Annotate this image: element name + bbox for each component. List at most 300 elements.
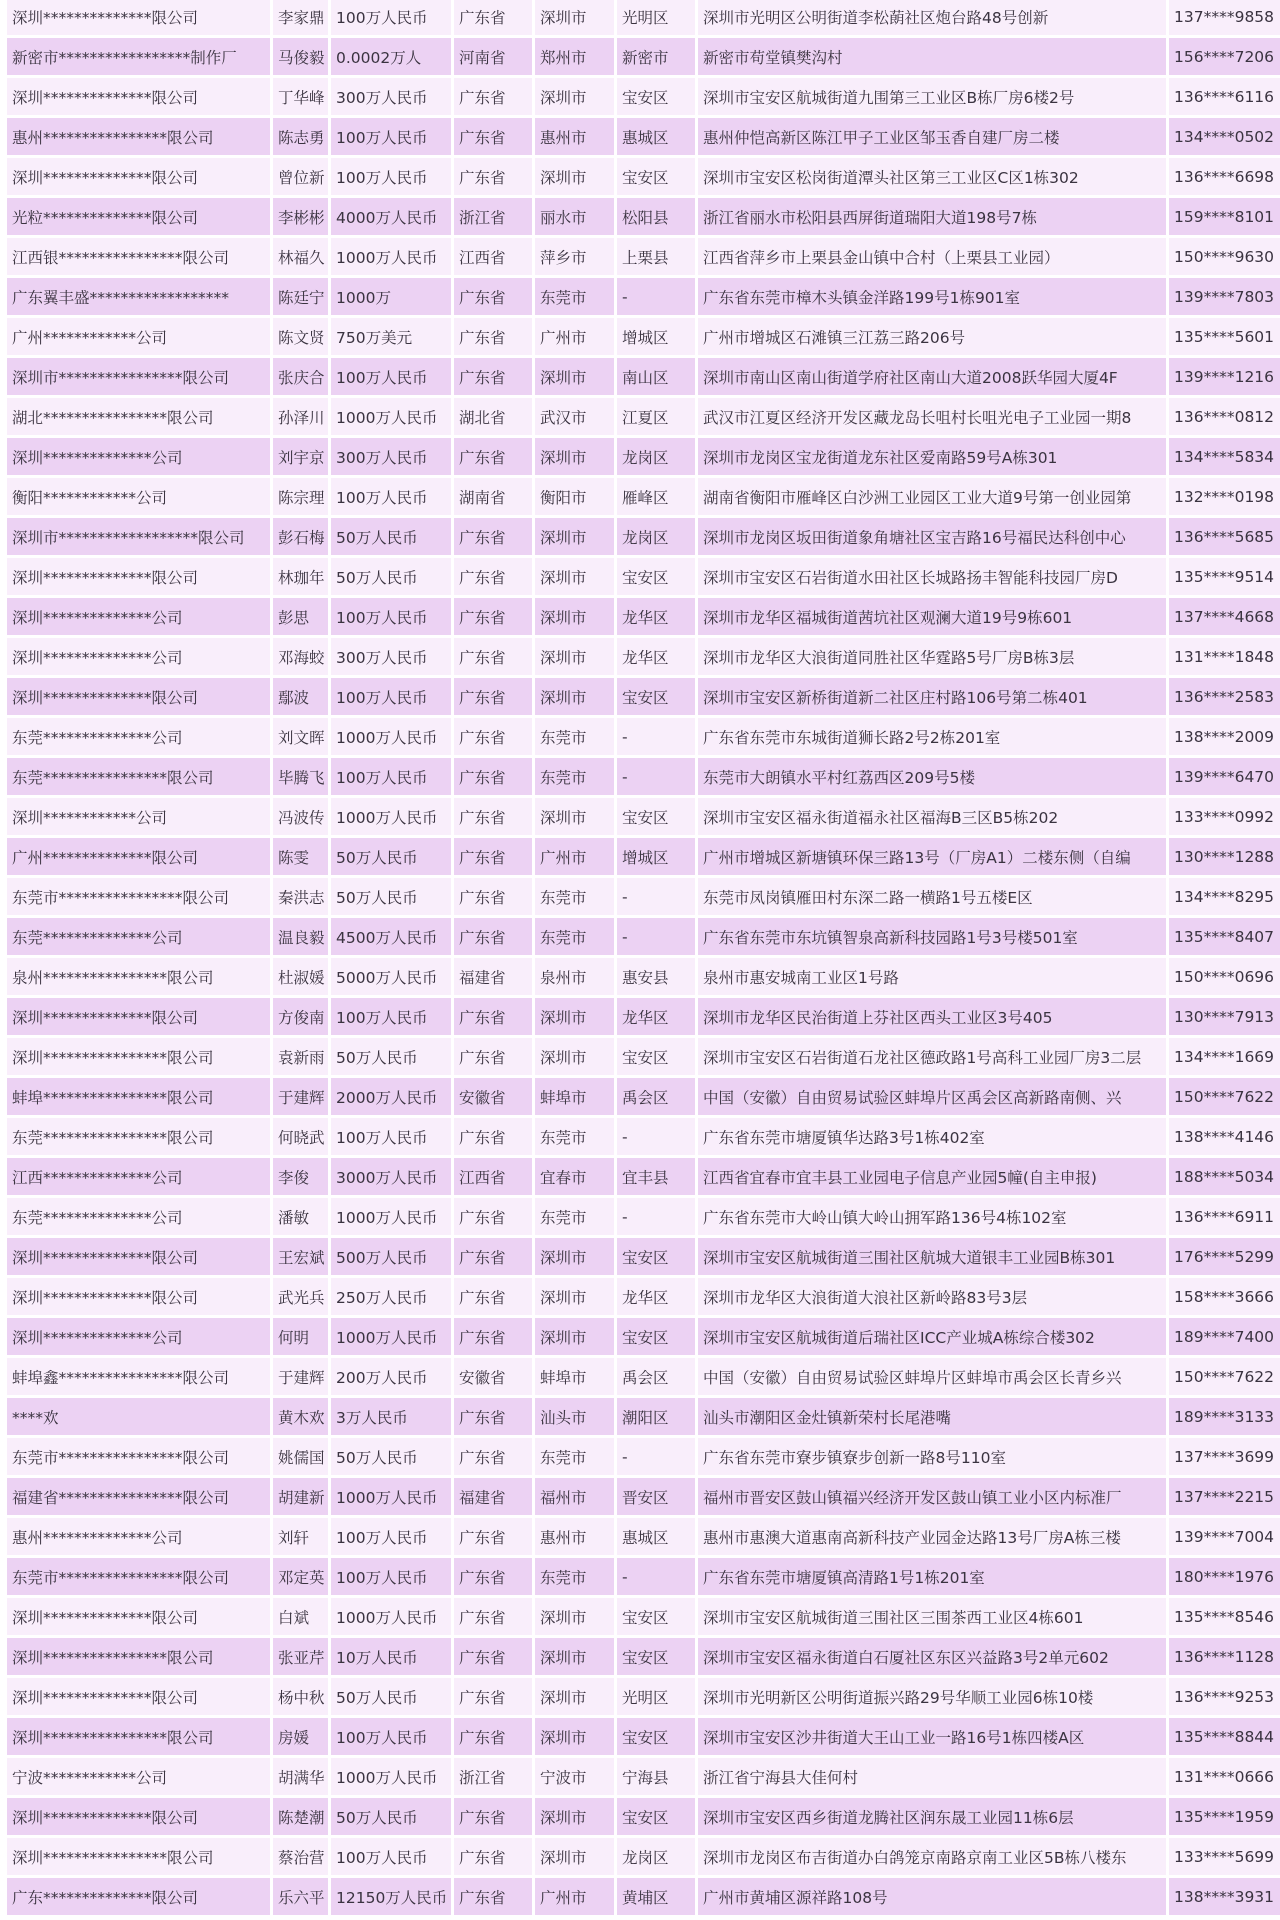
- registered-capital-cell: 1000万人民币: [331, 798, 451, 835]
- legal-representative-cell: 于建辉: [273, 1078, 328, 1115]
- district-cell: 晋安区: [617, 1478, 695, 1515]
- table-row: [7, 358, 1280, 395]
- legal-representative-cell: 张庆合: [273, 358, 328, 395]
- phone-cell: 132****0198: [1169, 478, 1280, 515]
- city-cell: 宁波市: [535, 1758, 614, 1795]
- address-cell: 惠州市惠澳大道惠南高新科技产业园金达路13号厂房A栋三楼: [698, 1518, 1166, 1555]
- city-cell: 汕头市: [535, 1398, 614, 1435]
- company-name-cell: 东莞**************公司: [7, 1198, 270, 1235]
- city-cell: 深圳市: [535, 1678, 614, 1715]
- company-table: [4, 0, 1280, 1918]
- table-row: [7, 38, 1280, 75]
- city-cell: 深圳市: [535, 678, 614, 715]
- city-cell: 东莞市: [535, 1558, 614, 1595]
- registered-capital-cell: 3万人民币: [331, 1398, 451, 1435]
- city-cell: 东莞市: [535, 718, 614, 755]
- legal-representative-cell: 黄木欢: [273, 1398, 328, 1435]
- address-cell: 深圳市宝安区沙井街道大王山工业一路16号1栋四楼A区: [698, 1718, 1166, 1755]
- province-cell: 广东省: [454, 1398, 532, 1435]
- address-cell: 深圳市光明新区公明街道振兴路29号华顺工业园6栋10楼: [698, 1678, 1166, 1715]
- district-cell: -: [617, 1438, 695, 1475]
- province-cell: 广东省: [454, 78, 532, 115]
- legal-representative-cell: 陈楚潮: [273, 1798, 328, 1835]
- district-cell: -: [617, 878, 695, 915]
- phone-cell: 131****0666: [1169, 1758, 1280, 1795]
- table-row: [7, 1798, 1280, 1835]
- table-row: [7, 1278, 1280, 1315]
- company-name-cell: 深圳**************限公司: [7, 1598, 270, 1635]
- address-cell: 福州市晋安区鼓山镇福兴经济开发区鼓山镇工业小区内标准厂: [698, 1478, 1166, 1515]
- city-cell: 惠州市: [535, 118, 614, 155]
- table-row: [7, 1158, 1280, 1195]
- province-cell: 广东省: [454, 438, 532, 475]
- phone-cell: 180****1976: [1169, 1558, 1280, 1595]
- registered-capital-cell: 100万人民币: [331, 1118, 451, 1155]
- legal-representative-cell: 彭石梅: [273, 518, 328, 555]
- legal-representative-cell: 蔡治营: [273, 1838, 328, 1875]
- city-cell: 深圳市: [535, 1718, 614, 1755]
- district-cell: 宝安区: [617, 1718, 695, 1755]
- city-cell: 深圳市: [535, 438, 614, 475]
- city-cell: 深圳市: [535, 1318, 614, 1355]
- legal-representative-cell: 于建辉: [273, 1358, 328, 1395]
- table-row: [7, 438, 1280, 475]
- city-cell: 深圳市: [535, 158, 614, 195]
- address-cell: 武汉市江夏区经济开发区藏龙岛长咀村长咀光电子工业园一期8: [698, 398, 1166, 435]
- table-row: [7, 478, 1280, 515]
- legal-representative-cell: 陈志勇: [273, 118, 328, 155]
- table-row: [7, 918, 1280, 955]
- company-name-cell: 深圳**************公司: [7, 1318, 270, 1355]
- company-name-cell: 蚌埠鑫****************限公司: [7, 1358, 270, 1395]
- legal-representative-cell: 方俊南: [273, 998, 328, 1035]
- district-cell: 潮阳区: [617, 1398, 695, 1435]
- phone-cell: 135****8407: [1169, 918, 1280, 955]
- district-cell: 新密市: [617, 38, 695, 75]
- phone-cell: 150****7622: [1169, 1078, 1280, 1115]
- phone-cell: 134****0502: [1169, 118, 1280, 155]
- company-name-cell: 惠州****************限公司: [7, 118, 270, 155]
- province-cell: 广东省: [454, 1118, 532, 1155]
- district-cell: 龙华区: [617, 638, 695, 675]
- phone-cell: 135****9514: [1169, 558, 1280, 595]
- city-cell: 深圳市: [535, 1038, 614, 1075]
- table-row: [7, 158, 1280, 195]
- province-cell: 广东省: [454, 0, 532, 35]
- legal-representative-cell: 陈廷宁: [273, 278, 328, 315]
- company-name-cell: 光粒**************限公司: [7, 198, 270, 235]
- phone-cell: 188****5034: [1169, 1158, 1280, 1195]
- province-cell: 广东省: [454, 1558, 532, 1595]
- phone-cell: 136****0812: [1169, 398, 1280, 435]
- registered-capital-cell: 50万人民币: [331, 1678, 451, 1715]
- district-cell: 增城区: [617, 318, 695, 355]
- phone-cell: 136****9253: [1169, 1678, 1280, 1715]
- table-row: [7, 198, 1280, 235]
- phone-cell: 150****0696: [1169, 958, 1280, 995]
- registered-capital-cell: 1000万人民币: [331, 1198, 451, 1235]
- city-cell: 深圳市: [535, 638, 614, 675]
- address-cell: 江西省萍乡市上栗县金山镇中合村（上栗县工业园）: [698, 238, 1166, 275]
- company-name-cell: 东莞****************限公司: [7, 1118, 270, 1155]
- legal-representative-cell: 房媛: [273, 1718, 328, 1755]
- province-cell: 福建省: [454, 1478, 532, 1515]
- phone-cell: 139****6470: [1169, 758, 1280, 795]
- address-cell: 深圳市南山区南山街道学府社区南山大道2008跃华园大厦4F: [698, 358, 1166, 395]
- registered-capital-cell: 50万人民币: [331, 838, 451, 875]
- province-cell: 福建省: [454, 958, 532, 995]
- company-name-cell: 江西银****************限公司: [7, 238, 270, 275]
- district-cell: 惠安县: [617, 958, 695, 995]
- city-cell: 武汉市: [535, 398, 614, 435]
- province-cell: 广东省: [454, 318, 532, 355]
- phone-cell: 136****5685: [1169, 518, 1280, 555]
- district-cell: 宝安区: [617, 1318, 695, 1355]
- phone-cell: 135****1959: [1169, 1798, 1280, 1835]
- phone-cell: 133****5699: [1169, 1838, 1280, 1875]
- province-cell: 广东省: [454, 1678, 532, 1715]
- city-cell: 深圳市: [535, 998, 614, 1035]
- province-cell: 广东省: [454, 158, 532, 195]
- company-name-cell: 广东翼丰盛******************: [7, 278, 270, 315]
- address-cell: 浙江省宁海县大佳何村: [698, 1758, 1166, 1795]
- company-name-cell: 东莞**************公司: [7, 918, 270, 955]
- company-name-cell: 深圳市******************限公司: [7, 518, 270, 555]
- district-cell: 南山区: [617, 358, 695, 395]
- table-row: [7, 1678, 1280, 1715]
- city-cell: 广州市: [535, 838, 614, 875]
- city-cell: 宜春市: [535, 1158, 614, 1195]
- table-row: [7, 598, 1280, 635]
- district-cell: 宁海县: [617, 1758, 695, 1795]
- company-name-cell: 东莞**************公司: [7, 718, 270, 755]
- district-cell: 江夏区: [617, 398, 695, 435]
- district-cell: 松阳县: [617, 198, 695, 235]
- city-cell: 东莞市: [535, 878, 614, 915]
- city-cell: 萍乡市: [535, 238, 614, 275]
- city-cell: 深圳市: [535, 1838, 614, 1875]
- registered-capital-cell: 50万人民币: [331, 1798, 451, 1835]
- district-cell: -: [617, 718, 695, 755]
- district-cell: 惠城区: [617, 1518, 695, 1555]
- district-cell: 宝安区: [617, 1638, 695, 1675]
- province-cell: 广东省: [454, 598, 532, 635]
- table-row: [7, 1318, 1280, 1355]
- legal-representative-cell: 毕腾飞: [273, 758, 328, 795]
- address-cell: 广州市增城区新塘镇环保三路13号（厂房A1）二楼东侧（自编: [698, 838, 1166, 875]
- district-cell: 龙华区: [617, 998, 695, 1035]
- phone-cell: 137****2215: [1169, 1478, 1280, 1515]
- company-name-cell: 惠州**************公司: [7, 1518, 270, 1555]
- company-name-cell: 深圳****************限公司: [7, 1838, 270, 1875]
- registered-capital-cell: 4000万人民币: [331, 198, 451, 235]
- company-name-cell: 深圳****************限公司: [7, 1638, 270, 1675]
- registered-capital-cell: 1000万人民币: [331, 1478, 451, 1515]
- province-cell: 广东省: [454, 1038, 532, 1075]
- company-name-cell: 深圳************公司: [7, 798, 270, 835]
- province-cell: 河南省: [454, 38, 532, 75]
- province-cell: 广东省: [454, 998, 532, 1035]
- province-cell: 广东省: [454, 1798, 532, 1835]
- registered-capital-cell: 100万人民币: [331, 158, 451, 195]
- phone-cell: 138****4146: [1169, 1118, 1280, 1155]
- registered-capital-cell: 100万人民币: [331, 358, 451, 395]
- phone-cell: 131****1848: [1169, 638, 1280, 675]
- registered-capital-cell: 250万人民币: [331, 1278, 451, 1315]
- phone-cell: 134****5834: [1169, 438, 1280, 475]
- company-name-cell: 蚌埠****************限公司: [7, 1078, 270, 1115]
- address-cell: 东莞市凤岗镇雁田村东深二路一横路1号五楼E区: [698, 878, 1166, 915]
- company-name-cell: ****欢: [7, 1398, 270, 1435]
- table-row: [7, 678, 1280, 715]
- address-cell: 惠州仲恺高新区陈江甲子工业区邹玉香自建厂房二楼: [698, 118, 1166, 155]
- city-cell: 蚌埠市: [535, 1078, 614, 1115]
- district-cell: 宝安区: [617, 558, 695, 595]
- city-cell: 东莞市: [535, 1438, 614, 1475]
- company-name-cell: 深圳****************限公司: [7, 1038, 270, 1075]
- table-row: [7, 1438, 1280, 1475]
- legal-representative-cell: 李俊: [273, 1158, 328, 1195]
- address-cell: 深圳市光明区公明街道李松蓢社区炮台路48号创新: [698, 0, 1166, 35]
- company-name-cell: 深圳**************限公司: [7, 158, 270, 195]
- district-cell: 惠城区: [617, 118, 695, 155]
- legal-representative-cell: 李彬彬: [273, 198, 328, 235]
- province-cell: 安徽省: [454, 1078, 532, 1115]
- legal-representative-cell: 丁华峰: [273, 78, 328, 115]
- city-cell: 东莞市: [535, 1118, 614, 1155]
- phone-cell: 136****6911: [1169, 1198, 1280, 1235]
- phone-cell: 156****7206: [1169, 38, 1280, 75]
- legal-representative-cell: 邓定英: [273, 1558, 328, 1595]
- table-row: [7, 1398, 1280, 1435]
- phone-cell: 138****2009: [1169, 718, 1280, 755]
- company-name-cell: 广东**************限公司: [7, 1878, 270, 1915]
- district-cell: 宝安区: [617, 1798, 695, 1835]
- district-cell: 龙华区: [617, 598, 695, 635]
- province-cell: 江西省: [454, 238, 532, 275]
- address-cell: 广东省东莞市塘厦镇高清路1号1栋201室: [698, 1558, 1166, 1595]
- company-name-cell: 深圳**************公司: [7, 438, 270, 475]
- district-cell: 龙岗区: [617, 438, 695, 475]
- legal-representative-cell: 马俊毅: [273, 38, 328, 75]
- province-cell: 湖北省: [454, 398, 532, 435]
- district-cell: 宝安区: [617, 1598, 695, 1635]
- address-cell: 中国（安徽）自由贸易试验区蚌埠片区蚌埠市禹会区长青乡兴: [698, 1358, 1166, 1395]
- legal-representative-cell: 孙泽川: [273, 398, 328, 435]
- district-cell: 雁峰区: [617, 478, 695, 515]
- legal-representative-cell: 胡建新: [273, 1478, 328, 1515]
- district-cell: 上栗县: [617, 238, 695, 275]
- district-cell: 龙岗区: [617, 1838, 695, 1875]
- city-cell: 泉州市: [535, 958, 614, 995]
- table-row: [7, 1838, 1280, 1875]
- legal-representative-cell: 潘敏: [273, 1198, 328, 1235]
- company-name-cell: 广州************公司: [7, 318, 270, 355]
- province-cell: 安徽省: [454, 1358, 532, 1395]
- legal-representative-cell: 袁新雨: [273, 1038, 328, 1075]
- phone-cell: 139****7004: [1169, 1518, 1280, 1555]
- legal-representative-cell: 林福久: [273, 238, 328, 275]
- address-cell: 深圳市宝安区西乡街道龙腾社区润东晟工业园11栋6层: [698, 1798, 1166, 1835]
- registered-capital-cell: 1000万人民币: [331, 718, 451, 755]
- phone-cell: 139****1216: [1169, 358, 1280, 395]
- table-row: [7, 1598, 1280, 1635]
- city-cell: 深圳市: [535, 0, 614, 35]
- legal-representative-cell: 陈文贤: [273, 318, 328, 355]
- address-cell: 广州市黄埔区源祥路108号: [698, 1878, 1166, 1915]
- address-cell: 深圳市宝安区航城街道三围社区航城大道银丰工业园B栋301: [698, 1238, 1166, 1275]
- table-row: [7, 518, 1280, 555]
- legal-representative-cell: 武光兵: [273, 1278, 328, 1315]
- legal-representative-cell: 陈雯: [273, 838, 328, 875]
- address-cell: 广东省东莞市樟木头镇金洋路199号1栋901室: [698, 278, 1166, 315]
- city-cell: 深圳市: [535, 1238, 614, 1275]
- city-cell: 衡阳市: [535, 478, 614, 515]
- phone-cell: 137****3699: [1169, 1438, 1280, 1475]
- city-cell: 东莞市: [535, 1198, 614, 1235]
- province-cell: 广东省: [454, 678, 532, 715]
- city-cell: 深圳市: [535, 1278, 614, 1315]
- table-row: [7, 1078, 1280, 1115]
- district-cell: 宝安区: [617, 78, 695, 115]
- phone-cell: 138****3931: [1169, 1878, 1280, 1915]
- registered-capital-cell: 500万人民币: [331, 1238, 451, 1275]
- district-cell: -: [617, 1118, 695, 1155]
- phone-cell: 150****9630: [1169, 238, 1280, 275]
- phone-cell: 176****5299: [1169, 1238, 1280, 1275]
- registered-capital-cell: 50万人民币: [331, 518, 451, 555]
- legal-representative-cell: 胡满华: [273, 1758, 328, 1795]
- address-cell: 深圳市龙岗区坂田街道象角塘社区宝吉路16号福民达科创中心: [698, 518, 1166, 555]
- table-row: [7, 718, 1280, 755]
- district-cell: 宝安区: [617, 798, 695, 835]
- address-cell: 深圳市宝安区航城街道后瑞社区ICC产业城A栋综合楼302: [698, 1318, 1166, 1355]
- company-name-cell: 湖北****************限公司: [7, 398, 270, 435]
- district-cell: -: [617, 918, 695, 955]
- registered-capital-cell: 750万美元: [331, 318, 451, 355]
- company-name-cell: 深圳**************限公司: [7, 678, 270, 715]
- table-row: [7, 1518, 1280, 1555]
- table-row: [7, 1478, 1280, 1515]
- city-cell: 郑州市: [535, 38, 614, 75]
- registered-capital-cell: 50万人民币: [331, 1438, 451, 1475]
- province-cell: 广东省: [454, 558, 532, 595]
- phone-cell: 139****7803: [1169, 278, 1280, 315]
- district-cell: 光明区: [617, 1678, 695, 1715]
- province-cell: 广东省: [454, 878, 532, 915]
- legal-representative-cell: 李家鼎: [273, 0, 328, 35]
- district-cell: 禹会区: [617, 1358, 695, 1395]
- table-row: [7, 0, 1280, 35]
- address-cell: 深圳市龙华区民治街道上芬社区西头工业区3号405: [698, 998, 1166, 1035]
- city-cell: 深圳市: [535, 598, 614, 635]
- phone-cell: 158****3666: [1169, 1278, 1280, 1315]
- city-cell: 深圳市: [535, 1798, 614, 1835]
- company-name-cell: 新密市*****************制作厂: [7, 38, 270, 75]
- table-row: [7, 318, 1280, 355]
- district-cell: 宝安区: [617, 158, 695, 195]
- legal-representative-cell: 刘文晖: [273, 718, 328, 755]
- district-cell: 增城区: [617, 838, 695, 875]
- company-name-cell: 东莞市****************限公司: [7, 1558, 270, 1595]
- table-row: [7, 798, 1280, 835]
- registered-capital-cell: 1000万人民币: [331, 1318, 451, 1355]
- address-cell: 深圳市宝安区新桥街道新二社区庄村路106号第二栋401: [698, 678, 1166, 715]
- table-row: [7, 1758, 1280, 1795]
- phone-cell: 189****3133: [1169, 1398, 1280, 1435]
- city-cell: 深圳市: [535, 798, 614, 835]
- province-cell: 广东省: [454, 1318, 532, 1355]
- company-name-cell: 深圳**************公司: [7, 638, 270, 675]
- legal-representative-cell: 何晓武: [273, 1118, 328, 1155]
- company-name-cell: 东莞市****************限公司: [7, 1438, 270, 1475]
- district-cell: -: [617, 758, 695, 795]
- province-cell: 广东省: [454, 1198, 532, 1235]
- registered-capital-cell: 300万人民币: [331, 638, 451, 675]
- address-cell: 深圳市龙岗区布吉街道办白鸽笼京南路京南工业区5B栋八楼东: [698, 1838, 1166, 1875]
- phone-cell: 134****8295: [1169, 878, 1280, 915]
- address-cell: 深圳市宝安区石岩街道水田社区长城路扬丰智能科技园厂房D: [698, 558, 1166, 595]
- city-cell: 东莞市: [535, 278, 614, 315]
- company-name-cell: 深圳****************限公司: [7, 1718, 270, 1755]
- table-row: [7, 878, 1280, 915]
- registered-capital-cell: 300万人民币: [331, 78, 451, 115]
- address-cell: 深圳市宝安区松岗街道潭头社区第三工业区C区1栋302: [698, 158, 1166, 195]
- table-row: [7, 278, 1280, 315]
- legal-representative-cell: 陈宗理: [273, 478, 328, 515]
- city-cell: 深圳市: [535, 1598, 614, 1635]
- address-cell: 广东省东莞市东坑镇智泉高新科技园路1号3号楼501室: [698, 918, 1166, 955]
- legal-representative-cell: 邓海蛟: [273, 638, 328, 675]
- province-cell: 广东省: [454, 838, 532, 875]
- province-cell: 广东省: [454, 1718, 532, 1755]
- company-name-cell: 宁波************公司: [7, 1758, 270, 1795]
- address-cell: 广东省东莞市塘厦镇华达路3号1栋402室: [698, 1118, 1166, 1155]
- province-cell: 广东省: [454, 1438, 532, 1475]
- company-name-cell: 深圳**************限公司: [7, 1238, 270, 1275]
- registered-capital-cell: 100万人民币: [331, 0, 451, 35]
- registered-capital-cell: 4500万人民币: [331, 918, 451, 955]
- registered-capital-cell: 100万人民币: [331, 118, 451, 155]
- province-cell: 广东省: [454, 1598, 532, 1635]
- legal-representative-cell: 彭思: [273, 598, 328, 635]
- table-row: [7, 1118, 1280, 1155]
- address-cell: 深圳市宝安区福永街道福永社区福海B三区B5栋202: [698, 798, 1166, 835]
- district-cell: 龙华区: [617, 1278, 695, 1315]
- district-cell: 宝安区: [617, 1238, 695, 1275]
- registered-capital-cell: 10万人民币: [331, 1638, 451, 1675]
- phone-cell: 135****5601: [1169, 318, 1280, 355]
- district-cell: 禹会区: [617, 1078, 695, 1115]
- province-cell: 广东省: [454, 1878, 532, 1915]
- legal-representative-cell: 何明: [273, 1318, 328, 1355]
- table-row: [7, 838, 1280, 875]
- company-name-cell: 江西**************公司: [7, 1158, 270, 1195]
- registered-capital-cell: 50万人民币: [331, 558, 451, 595]
- address-cell: 湖南省衡阳市雁峰区白沙洲工业园区工业大道9号第一创业园第: [698, 478, 1166, 515]
- registered-capital-cell: 1000万人民币: [331, 238, 451, 275]
- table-row: [7, 1718, 1280, 1755]
- province-cell: 广东省: [454, 718, 532, 755]
- registered-capital-cell: 50万人民币: [331, 878, 451, 915]
- legal-representative-cell: 王宏斌: [273, 1238, 328, 1275]
- district-cell: 宜丰县: [617, 1158, 695, 1195]
- province-cell: 广东省: [454, 918, 532, 955]
- address-cell: 深圳市宝安区航城街道九围第三工业区B栋厂房6楼2号: [698, 78, 1166, 115]
- province-cell: 广东省: [454, 278, 532, 315]
- legal-representative-cell: 姚儒国: [273, 1438, 328, 1475]
- registered-capital-cell: 3000万人民币: [331, 1158, 451, 1195]
